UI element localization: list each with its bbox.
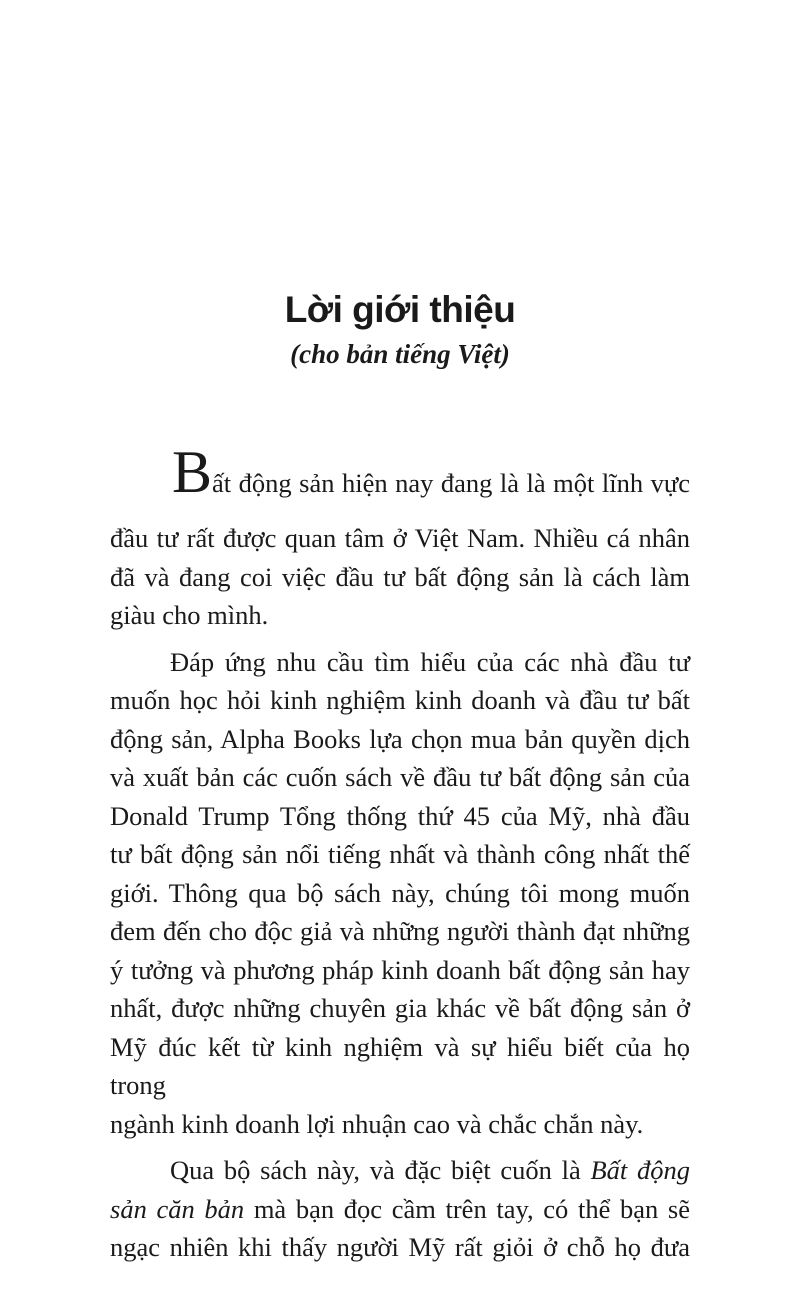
text-line: và xuất bản các cuốn sách về đầu tư bất động sản của	[110, 762, 690, 792]
book-title-italic: Bất động	[590, 1155, 690, 1185]
text-line	[110, 1190, 690, 1229]
text-line: Donald Trump Tổng thống thứ 45 của Mỹ, nhà đầu	[110, 800, 690, 831]
text-line: muốn học hỏi kinh nghiệm kinh doanh và đầu tư bất	[110, 685, 690, 715]
text-line: tư bất động sản nổi tiếng nhất và thành công nhất thế	[110, 839, 690, 869]
text-line: nhất, được những chuyên gia khác về bất động sản ở	[110, 993, 690, 1023]
text-line-content: ất động sản hiện nay đang là là một lĩnh vực	[212, 468, 690, 498]
text-segment: Qua bộ sách này, và đặc biệt cuốn là	[170, 1155, 591, 1185]
text-line: đầu tư rất được quan tâm ở Việt Nam. Nhiều cá nhân	[110, 523, 690, 553]
text-line: đem đến cho độc giả và những người thành đạt những	[110, 916, 690, 946]
text-line	[110, 1151, 690, 1190]
text-line: Đáp ứng nhu cầu tìm hiểu của các nhà đầu tư	[170, 646, 690, 677]
text-line: giàu cho mình.	[110, 600, 269, 630]
body-text	[110, 436, 690, 1267]
text-segment: mà bạn đọc cầm trên tay, có thể bạn sẽ	[244, 1193, 690, 1224]
text-line: ngạc nhiên khi thấy người Mỹ rất giỏi ở chỗ họ đưa	[110, 1232, 690, 1262]
paragraph-3	[110, 1151, 690, 1267]
chapter-subtitle: (cho bản tiếng Việt)	[290, 339, 510, 369]
text-line	[110, 436, 690, 519]
text-line: ngành kinh doanh lợi nhuận cao và chắc chắn này.	[110, 1108, 644, 1139]
text-line: Mỹ đúc kết từ kinh nghiệm và sự hiểu biết của họ trong	[110, 1031, 690, 1100]
paragraph-1	[110, 436, 690, 635]
text-line: đã và đang coi việc đầu tư bất động sản là cách làm	[110, 561, 690, 592]
book-title-italic: sản căn bản	[110, 1193, 245, 1224]
chapter-title: Lời giới thiệu	[284, 289, 516, 330]
text-line: ý tưởng và phương pháp kinh doanh bất động sản hay	[110, 954, 690, 985]
paragraph-2	[110, 643, 690, 1144]
drop-cap: B	[172, 439, 213, 505]
text-line: giới. Thông qua bộ sách này, chúng tôi mong muốn	[110, 877, 690, 908]
text-line: động sản, Alpha Books lựa chọn mua bản quyền dịch	[110, 723, 690, 754]
